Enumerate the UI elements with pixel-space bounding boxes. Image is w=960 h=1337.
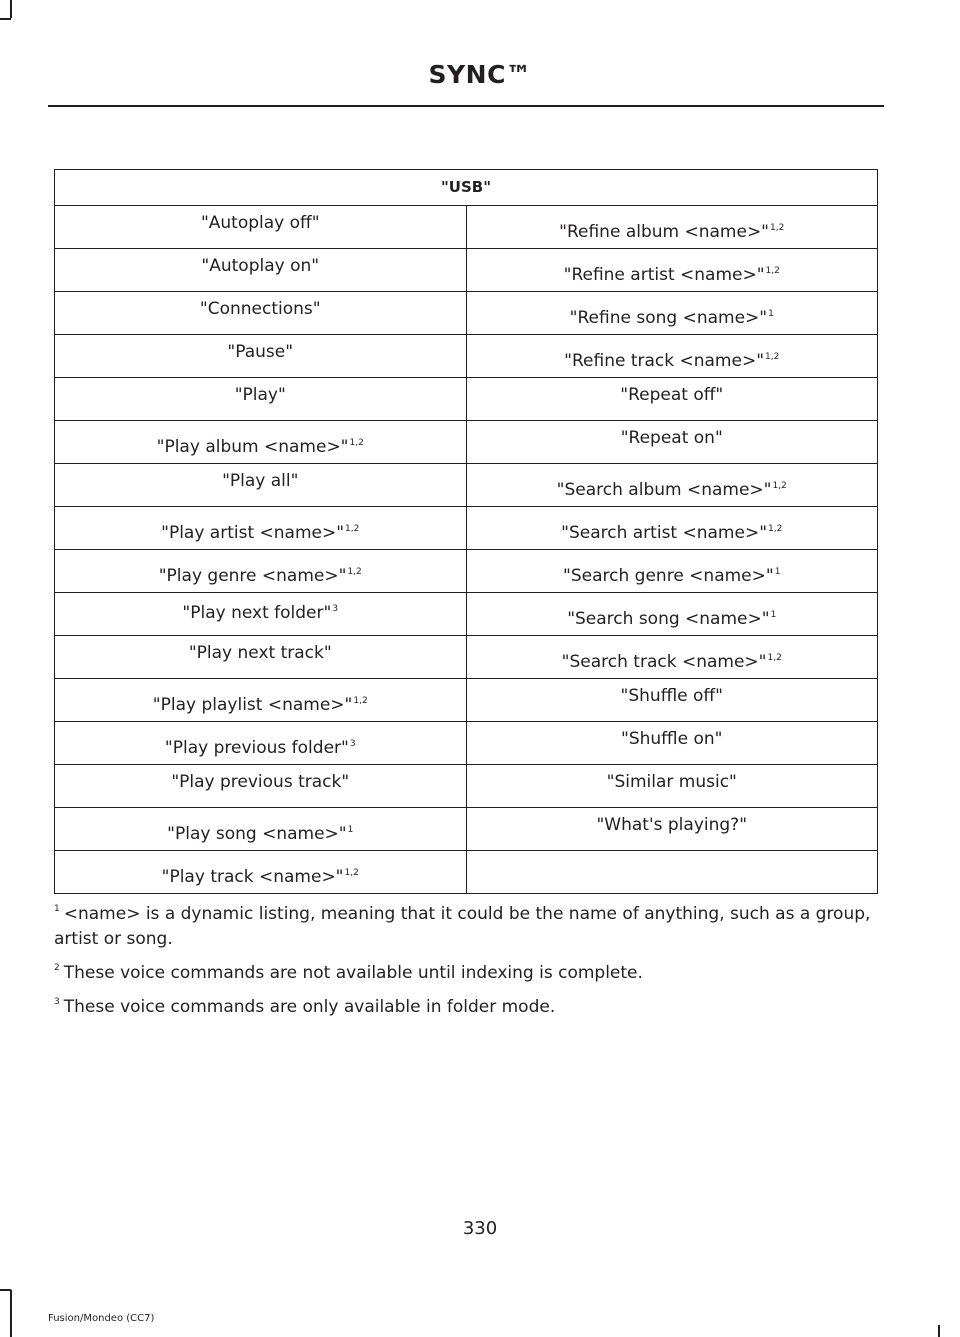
command-cell-right <box>466 507 878 550</box>
command-text: "Play genre <name>" <box>158 566 347 586</box>
footnote-text: These voice commands are only available in folder mode. <box>63 997 556 1017</box>
footnote-text: These voice commands are not available until indexing is complete. <box>63 963 643 983</box>
table-row <box>55 292 878 335</box>
command-text: "Refine album <name>" <box>559 222 770 242</box>
command-cell-right <box>466 851 878 894</box>
command-text: "Refine artist <name>" <box>563 265 765 285</box>
crop-mark <box>938 1325 940 1337</box>
footnote-reference: 1,2 <box>347 567 362 577</box>
command-text: "Repeat on" <box>620 428 723 448</box>
command-text: "Play album <name>" <box>156 437 349 457</box>
command-text: "Play previous folder" <box>164 738 349 758</box>
footnote-reference: 1 <box>768 309 774 319</box>
crop-mark <box>0 18 11 20</box>
command-text: "Play song <name>" <box>167 824 347 844</box>
table-row <box>55 335 878 378</box>
table-row <box>55 679 878 722</box>
command-cell-right <box>466 593 878 636</box>
table-row <box>55 722 878 765</box>
command-cell-right <box>466 636 878 679</box>
command-cell-left <box>55 636 467 679</box>
command-text: "Play track <name>" <box>161 867 344 887</box>
table-row <box>55 507 878 550</box>
command-cell-right <box>466 335 878 378</box>
command-cell-right <box>466 206 878 249</box>
command-text: "What's playing?" <box>596 815 748 835</box>
command-cell-left <box>55 593 467 636</box>
command-cell-left <box>55 421 467 464</box>
command-cell-right <box>466 765 878 808</box>
command-cell-right <box>466 722 878 765</box>
command-cell-left <box>55 378 467 421</box>
crop-mark <box>10 1290 12 1337</box>
table-row <box>55 593 878 636</box>
table-row <box>55 636 878 679</box>
crop-mark <box>10 0 12 18</box>
footnote-reference: 1,2 <box>770 223 785 233</box>
command-cell-right <box>466 550 878 593</box>
command-cell-right <box>466 679 878 722</box>
command-text: "Shuffle on" <box>621 729 723 749</box>
table-row <box>55 550 878 593</box>
footnote-reference: 1,2 <box>765 352 780 362</box>
table-row <box>55 421 878 464</box>
table-row <box>55 464 878 507</box>
footnote-mark: 3 <box>54 997 60 1007</box>
footnote-text: <name> is a dynamic listing, meaning that it could be the name of anything, such as a group, artist or song. <box>54 904 871 949</box>
footnote-1 <box>54 902 884 952</box>
command-text: "Refine song <name>" <box>569 308 768 328</box>
command-text: "Autoplay off" <box>200 213 320 233</box>
command-cell-right <box>466 464 878 507</box>
command-text: "Play all" <box>222 471 299 491</box>
command-cell-right <box>466 292 878 335</box>
command-text: "Search genre <name>" <box>563 566 774 586</box>
command-text: "Shuffle off" <box>620 686 723 706</box>
command-cell-left <box>55 507 467 550</box>
footnote-reference: 1,2 <box>344 868 359 878</box>
command-text: "Search song <name>" <box>567 609 770 629</box>
command-text: "Play playlist <name>" <box>152 695 353 715</box>
footnote-reference: 1,2 <box>353 696 368 706</box>
command-text: "Search album <name>" <box>556 480 772 500</box>
page-title: SYNC™ <box>428 60 532 89</box>
command-text: "Similar music" <box>606 772 737 792</box>
command-cell-right <box>466 249 878 292</box>
footnote-reference: 1 <box>774 567 781 577</box>
footnote-2 <box>54 961 884 986</box>
command-text: "Pause" <box>227 342 294 362</box>
page-number: 330 <box>462 1218 498 1239</box>
footnote-reference: 3 <box>332 604 339 614</box>
table-heading: "USB" <box>55 170 878 206</box>
command-text: "Refine track <name>" <box>564 351 765 371</box>
table-row <box>55 249 878 292</box>
footer-model: Fusion/Mondeo (CC7) <box>48 1313 155 1324</box>
header-divider <box>48 105 884 107</box>
command-text: "Repeat off" <box>620 385 724 405</box>
command-text: "Play next track" <box>188 643 332 663</box>
footnote-3 <box>54 995 884 1020</box>
footnote-reference: 3 <box>349 739 356 749</box>
table-row <box>55 808 878 851</box>
footnote-reference: 1,2 <box>767 653 782 663</box>
command-cell-left <box>55 206 467 249</box>
command-text: "Play previous track" <box>171 772 350 792</box>
table-row <box>55 765 878 808</box>
footnote-reference: 1 <box>347 825 354 835</box>
command-text: "Search track <name>" <box>561 652 767 672</box>
footnote-reference: 1,2 <box>349 438 364 448</box>
footnote-mark: 2 <box>54 963 60 973</box>
command-text: "Connections" <box>199 299 321 319</box>
footnote-reference: 1,2 <box>772 481 787 491</box>
command-cell-left <box>55 550 467 593</box>
command-cell-left <box>55 722 467 765</box>
command-cell-left <box>55 249 467 292</box>
command-cell-left <box>55 765 467 808</box>
voice-command-table <box>54 169 878 894</box>
footnotes <box>54 902 884 1029</box>
table-row <box>55 851 878 894</box>
footnote-reference: 1 <box>770 610 777 620</box>
footnote-reference: 1,2 <box>768 524 783 534</box>
table-row <box>55 378 878 421</box>
command-text: "Search artist <name>" <box>561 523 768 543</box>
command-text: "Play artist <name>" <box>161 523 345 543</box>
command-cell-right <box>466 808 878 851</box>
command-cell-right <box>466 421 878 464</box>
command-cell-left <box>55 808 467 851</box>
crop-mark <box>0 1289 11 1291</box>
command-cell-left <box>55 851 467 894</box>
footnote-mark: 1 <box>54 904 60 914</box>
footnote-reference: 1,2 <box>765 266 780 276</box>
table-row <box>55 206 878 249</box>
command-cell-right <box>466 378 878 421</box>
footnote-reference: 1,2 <box>345 524 360 534</box>
command-text: "Autoplay on" <box>201 256 320 276</box>
command-text: "Play next folder" <box>182 603 332 623</box>
command-cell-left <box>55 292 467 335</box>
command-cell-left <box>55 335 467 378</box>
command-cell-left <box>55 464 467 507</box>
command-text: "Play" <box>234 385 286 405</box>
command-cell-left <box>55 679 467 722</box>
